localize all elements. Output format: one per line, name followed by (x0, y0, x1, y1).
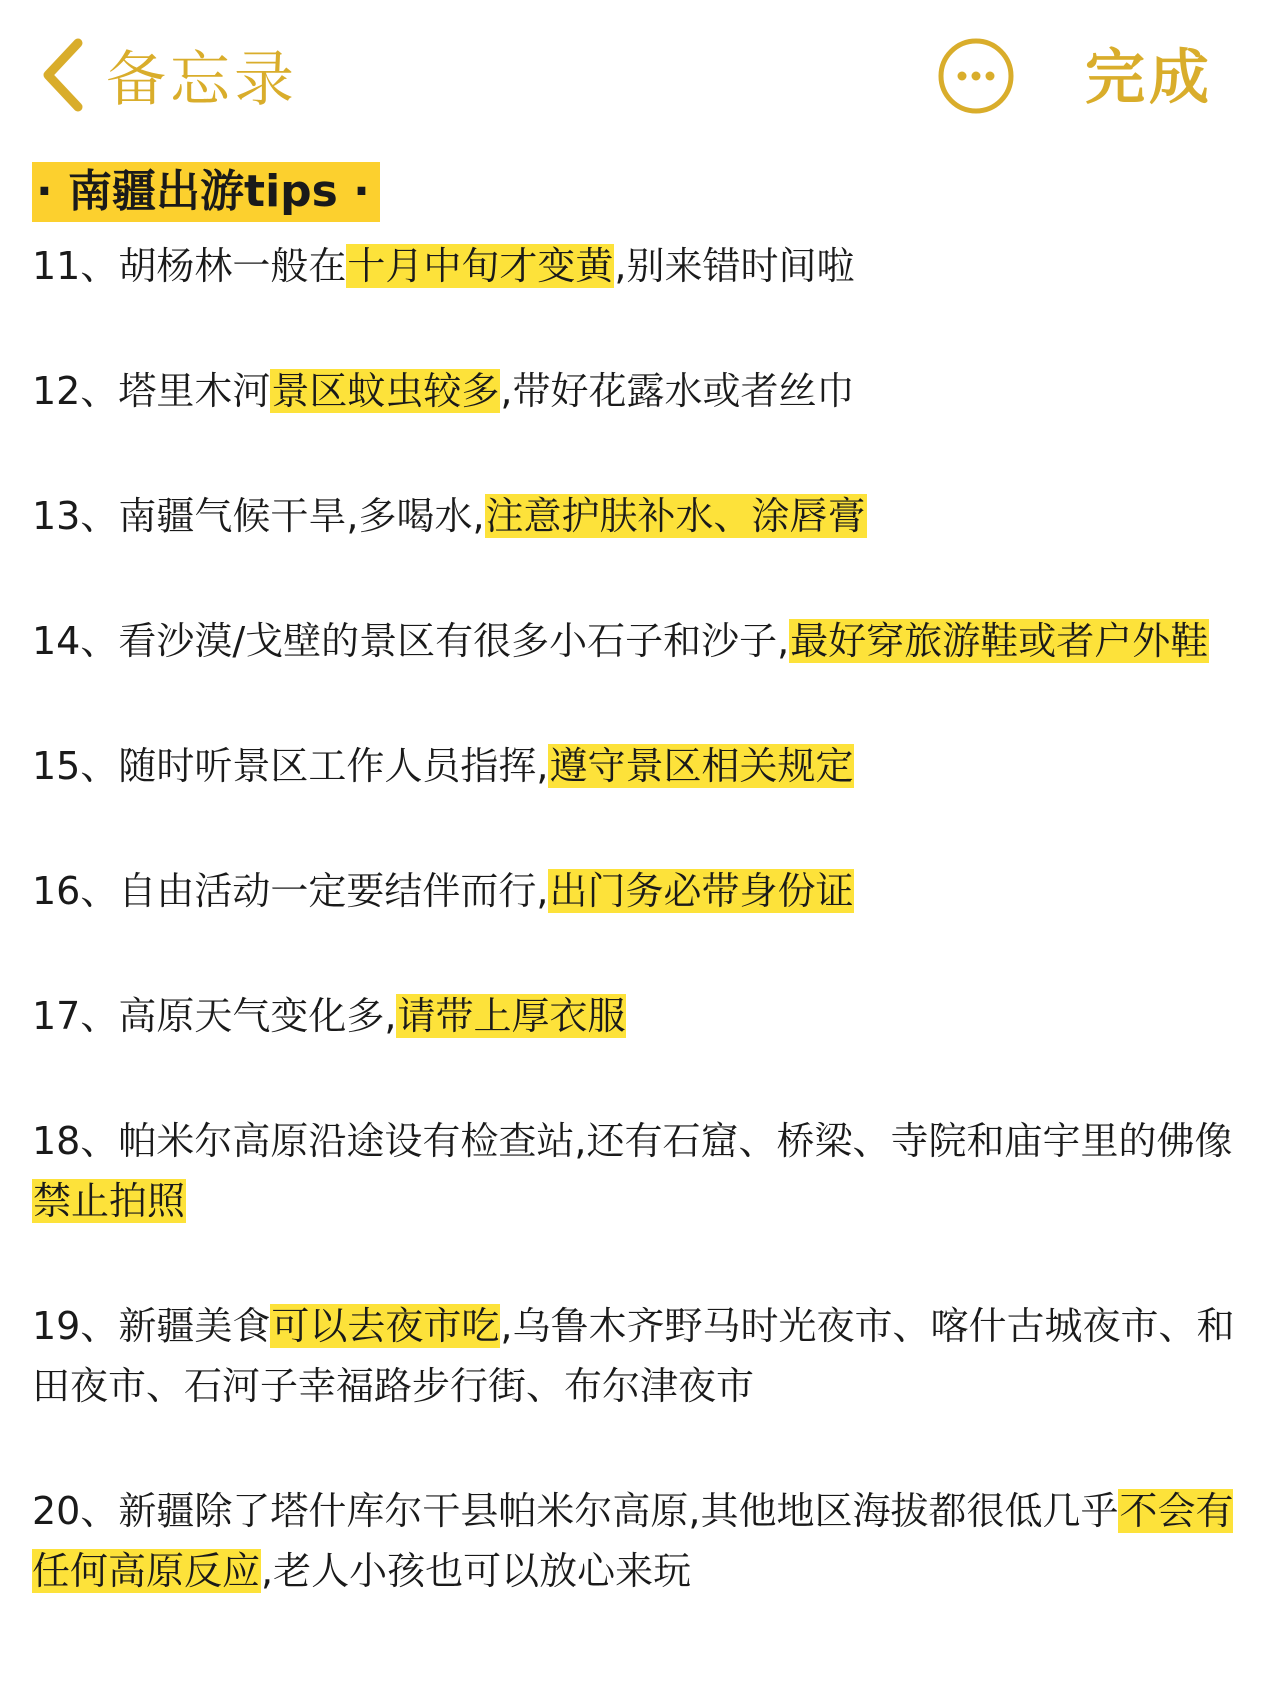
tip-item (32, 1111, 1254, 1231)
tip-number: 17、 (32, 994, 119, 1038)
tip-spacer (32, 921, 1254, 986)
tip-highlight: 出门务必带身份证 (549, 869, 854, 913)
chevron-left-icon (40, 37, 84, 113)
tip-spacer (32, 1231, 1254, 1296)
tip-text: 自由活动一定要结伴而行, (118, 869, 549, 913)
tip-highlight: 注意护肤补水、涂唇膏 (485, 494, 866, 538)
tip-highlight: 禁止拍照 (33, 1179, 186, 1223)
tip-item (32, 611, 1254, 671)
tip-item (32, 986, 1254, 1046)
tip-number: 20、 (32, 1489, 119, 1533)
tip-spacer (32, 546, 1254, 611)
tip-text: ,带好花露水或者丝巾 (500, 369, 855, 413)
tip-number: 13、 (32, 494, 119, 538)
tip-spacer (32, 1416, 1254, 1481)
tip-item (32, 1296, 1254, 1416)
tip-number: 15、 (32, 744, 119, 788)
tip-spacer (32, 796, 1254, 861)
navigation-bar (0, 0, 1279, 150)
tip-item (32, 236, 1254, 296)
tip-highlight: 十月中旬才变黄 (347, 244, 614, 288)
tip-spacer (32, 296, 1254, 361)
tip-text: 胡杨林一般在 (118, 244, 347, 288)
tip-highlight: 请带上厚衣服 (397, 994, 626, 1038)
tip-item (32, 361, 1254, 421)
tip-text: ,老人小孩也可以放心来玩 (261, 1549, 692, 1593)
tip-text: 新疆除了塔什库尔干县帕米尔高原,其他地区海拔都很低几乎 (118, 1489, 1119, 1533)
note-title: · 南疆出游tips · (32, 162, 380, 222)
tip-number: 16、 (32, 869, 119, 913)
note-body[interactable] (32, 162, 1254, 1601)
tip-highlight: 景区蚊虫较多 (271, 369, 500, 413)
tip-spacer (32, 1046, 1254, 1111)
tip-number: 14、 (32, 619, 119, 663)
tip-highlight: 不会有任何高原反应 (32, 1489, 1234, 1593)
tip-spacer (32, 421, 1254, 486)
more-options-button[interactable] (936, 36, 1016, 116)
back-label: 备忘录 (106, 45, 298, 115)
done-button[interactable]: 完成 (1085, 43, 1213, 113)
back-button[interactable] (40, 30, 298, 120)
tip-text: 南疆气候干旱,多喝水, (118, 494, 485, 538)
tip-text: 随时听景区工作人员指挥, (118, 744, 549, 788)
tip-item (32, 861, 1254, 921)
tip-text: 看沙漠/戈壁的景区有很多小石子和沙子, (118, 619, 790, 663)
tip-highlight: 遵守景区相关规定 (549, 744, 854, 788)
tip-number: 12、 (32, 369, 119, 413)
tip-text: ,乌鲁木齐野马时光夜市、喀什古城夜市、和田夜市、石河子幸福路步行街、布尔津夜市 (32, 1304, 1235, 1408)
tip-highlight: 最好穿旅游鞋或者户外鞋 (790, 619, 1209, 663)
tip-text: 塔里木河 (118, 369, 271, 413)
tip-text: ,别来错时间啦 (614, 244, 855, 288)
tip-number: 19、 (32, 1304, 119, 1348)
more-ellipsis-icon (936, 101, 1016, 120)
tip-text: 帕米尔高原沿途设有检查站,还有石窟、桥梁、寺院和庙宇里的佛像 (118, 1119, 1233, 1163)
tip-spacer (32, 671, 1254, 736)
tip-number: 11、 (32, 244, 119, 288)
tip-text: 新疆美食 (118, 1304, 271, 1348)
tip-text: 高原天气变化多, (118, 994, 397, 1038)
tip-highlight: 可以去夜市吃 (271, 1304, 500, 1348)
tips-list (32, 236, 1254, 1601)
tip-item (32, 1481, 1254, 1601)
tip-item (32, 486, 1254, 546)
tip-item (32, 736, 1254, 796)
tip-number: 18、 (32, 1119, 119, 1163)
